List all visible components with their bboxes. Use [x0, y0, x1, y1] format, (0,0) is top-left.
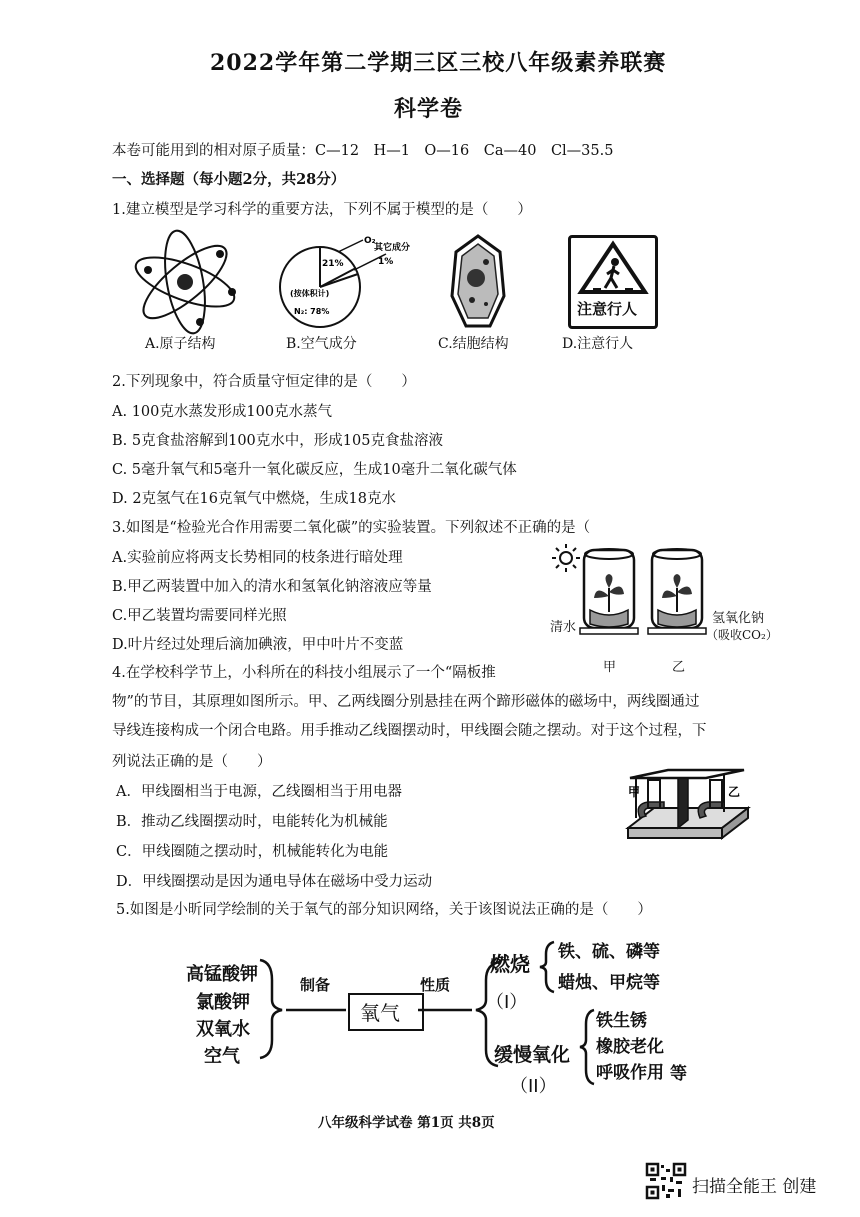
q1-stem: 1.建立模型是学习科学的重要方法，下列不属于模型的是（ ） — [112, 202, 532, 218]
q4-line2: 物”的节目，其原理如图所示。甲、乙两线圈分别悬挂在两个蹄形磁体的磁场中，两线圈通过 — [112, 694, 700, 710]
page-footer: 八年级科学试卷 第1页 共8页 — [318, 1115, 495, 1131]
q5-source-3: 双氧水 — [196, 1019, 250, 1040]
q3-option-d: D.叶片经过处理后滴加碘液，甲中叶片不变蓝 — [112, 637, 404, 653]
atomic-masses: 本卷可能用到的相对原子质量：C—12 H—1 O—16 Ca—40 Cl—35.5 — [112, 143, 614, 159]
q4-option-c: C．甲线圈随之摆动时，机械能转化为电能 — [116, 844, 389, 860]
q5-branch1-name: 燃烧 — [490, 952, 530, 976]
q4-option-a: A．甲线圈相当于电源，乙线圈相当于用电器 — [116, 784, 402, 800]
sun-icon — [552, 544, 580, 572]
q3-label-yi: 乙 — [672, 660, 686, 675]
q5-prop-label: 性质 — [420, 976, 451, 994]
q3-label-absorb: （吸收CO₂） — [706, 628, 778, 642]
pedestrian-icon — [579, 242, 647, 294]
q5-branch1-item1: 铁、硫、磷等 — [558, 942, 660, 962]
q5-branch1-item2: 蜡烛、甲烷等 — [558, 973, 660, 993]
q2-option-d: D. 2克氢气在16克氧气中燃烧，生成18克水 — [112, 491, 396, 507]
q4-line1: 4.在学校科学节上，小科所在的科技小组展示了一个“隔板推 — [112, 665, 496, 681]
q5-branch2-suffix: 等 — [670, 1064, 687, 1084]
watermark-text: 扫描全能王 创建 — [692, 1177, 817, 1197]
q5-source-2: 氯酸钾 — [196, 992, 250, 1013]
pie-label-1: 1% — [378, 257, 394, 267]
qr-code-icon — [646, 1163, 686, 1199]
q5-branch2-tag: （II） — [510, 1076, 557, 1097]
section-heading: 一、选择题（每小题2分，共28分） — [112, 171, 346, 188]
q5-branch2-item1: 铁生锈 — [596, 1011, 647, 1031]
q4-line4: 列说法正确的是（ ） — [112, 754, 272, 770]
q5-source-4: 空气 — [204, 1046, 240, 1067]
q5-branch1-tag: （I） — [486, 992, 528, 1013]
q3-option-c: C.甲乙装置均需要同样光照 — [112, 608, 287, 624]
q4-label-yi: 乙 — [728, 785, 741, 799]
pie-label-21: 21% — [322, 259, 344, 269]
q2-option-a: A. 100克水蒸发形成100克水蒸气 — [112, 404, 333, 420]
coil-magnet-figure — [624, 768, 750, 850]
q3-option-b: B.甲乙两装置中加入的清水和氢氧化钠溶液应等量 — [112, 579, 432, 595]
sign-text: 注意行人 — [577, 300, 638, 318]
q5-branch2-item2: 橡胶老化 — [596, 1037, 664, 1057]
q2-option-b: B. 5克食盐溶解到100克水中，形成105克食盐溶液 — [112, 433, 443, 449]
pie-label-volume: (按体积计) — [290, 289, 330, 298]
pie-label-n2: N₂: 78% — [294, 307, 330, 316]
q5-source-1: 高锰酸钾 — [186, 964, 258, 985]
air-composition-pie — [278, 232, 418, 332]
q3-option-a: A.实验前应将两支长势相同的枝条进行暗处理 — [112, 550, 403, 566]
q4-option-d: D．甲线圈摆动是因为通电导体在磁场中受力运动 — [116, 874, 433, 890]
atom-model-figure — [130, 232, 240, 332]
q3-label-naoh: 氢氧化钠 — [712, 611, 765, 626]
pie-label-other: 其它成分 — [374, 243, 411, 253]
q2-stem: 2.下列现象中，符合质量守恒定律的是（ ） — [112, 374, 416, 390]
q5-oxygen-label: 氧气 — [360, 1001, 400, 1025]
q5-branch2-name: 缓慢氧化 — [494, 1044, 571, 1066]
q3-stem: 3.如图是“检验光合作用需要二氧化碳”的实验装置。下列叙述不正确的是（ — [112, 520, 591, 536]
q5-branch2-brace — [578, 1008, 598, 1086]
q2-option-c: C. 5毫升氧气和5毫升一氧化碳反应，生成10毫升二氧化碳气体 — [112, 462, 517, 478]
caution-sign — [568, 235, 658, 329]
page-title: 2022学年第二学期三区三校八年级素养联赛 — [210, 50, 667, 76]
q3-label-jia: 甲 — [603, 660, 617, 675]
q3-label-water: 清水 — [550, 620, 577, 635]
q5-branch1-brace — [538, 940, 558, 994]
q5-prep-label: 制备 — [300, 976, 331, 994]
q1-caption-c: C.结胞结构 — [438, 336, 509, 352]
pie-label-o2: O₂ — [364, 236, 376, 246]
cell-structure-figure — [448, 234, 508, 330]
q5-stem: 5.如图是小昕同学绘制的关于氧气的部分知识网络，关于该图说法正确的是（ ） — [116, 902, 652, 918]
q1-caption-b: B.空气成分 — [286, 336, 357, 352]
q4-option-b: B．推动乙线圈摆动时，电能转化为机械能 — [116, 814, 388, 830]
q1-caption-d: D.注意行人 — [562, 336, 634, 352]
q5-branch2-item3: 呼吸作用 — [596, 1063, 664, 1083]
q4-label-jia: 甲 — [628, 785, 641, 799]
page-subtitle: 科学卷 — [394, 96, 464, 122]
q1-caption-a: A.原子结构 — [145, 336, 216, 352]
q4-line3: 导线连接构成一个闭合电路。用手推动乙线圈摆动时，甲线圈会随之摆动。对于这个过程，下 — [112, 723, 707, 739]
